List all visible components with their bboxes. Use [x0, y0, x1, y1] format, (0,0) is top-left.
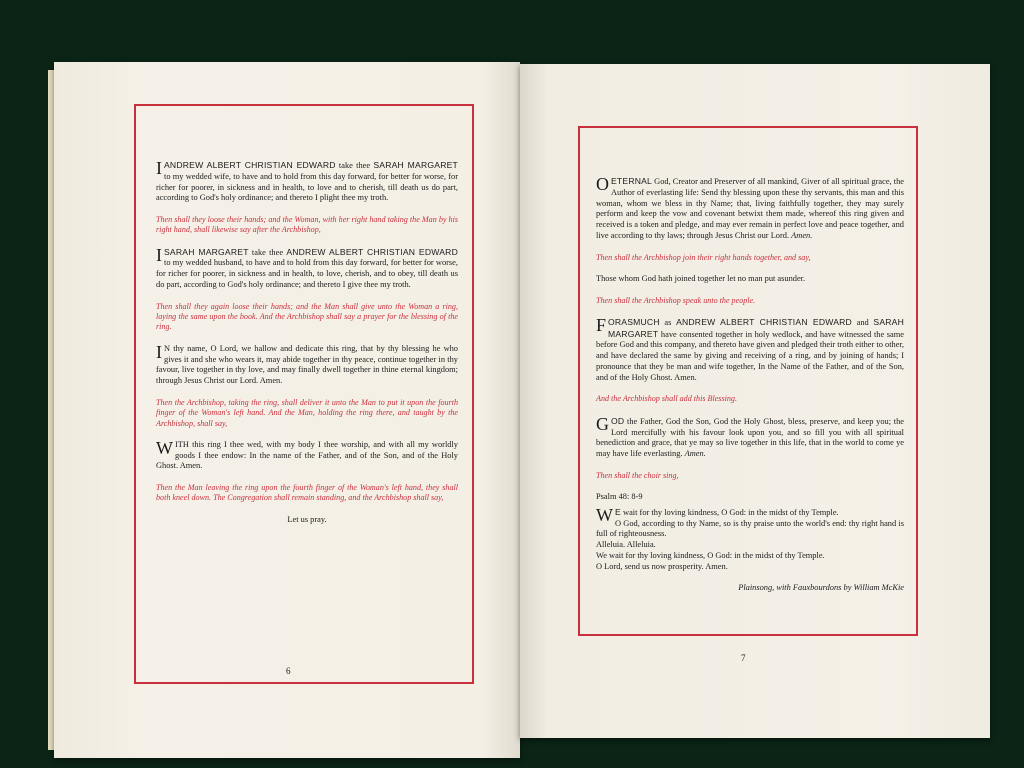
vow-woman [156, 244, 458, 291]
groom-name: ANDREW ALBERT CHRISTIAN EDWARD [286, 246, 458, 257]
rubric: Then shall the Archbishop speak unto the people. [596, 295, 756, 305]
dropcap: I [156, 341, 162, 362]
psalm-text [596, 504, 904, 573]
left-page [54, 62, 520, 758]
dropcap: W [596, 504, 613, 525]
psalm-verse: O God, according to thy Name, so is thy praise unto the world's end: thy right hand is full of righteousness. [596, 518, 904, 539]
lead-in: ORASMUCH [608, 316, 660, 327]
psalm-reference: Psalm 48: 8-9 [596, 492, 643, 502]
joined-together: Those whom God hath joined together let no man put asunder. [596, 273, 806, 283]
psalm-verse: Alleluia. Alleluia. [596, 540, 656, 550]
psalm-verse [596, 504, 904, 525]
rubric: Then shall they loose their hands; and the Woman, with her right hand taking the Man by his right hand, shall likewise say after the Archbishop, [156, 215, 458, 235]
bride-name: SARAH MARGARET [373, 160, 458, 170]
pronouncement-text: as [659, 317, 677, 327]
rubric: Then the Man leaving the ring upon the fourth finger of the Woman's left hand, they shall both kneel down. The Congregation shall remain standing, and the Archbishop shall say, [156, 483, 458, 503]
bride-name: SARAH MARGARET [164, 246, 249, 257]
lead-in: OD [611, 415, 625, 426]
right-page-border [578, 126, 918, 636]
right-page-content [580, 128, 916, 594]
pronouncement [596, 314, 904, 384]
rubric: Then the Archbishop, taking the ring, shall deliver it unto the Man to put it upon the fourth finger of the Woman's left hand. And the Man, holding the ring there, and taught by the Archbishop, shall say, [156, 397, 458, 428]
amen: Amen. [791, 230, 813, 240]
page-number: 6 [286, 666, 291, 676]
dropcap: F [596, 314, 607, 335]
rubric: Then shall the choir sing, [596, 470, 679, 480]
psalm-verse: We wait for thy loving kindness, O God: in the midst of thy Temple. [596, 550, 825, 560]
groom-name: ANDREW ALBERT CHRISTIAN EDWARD [164, 160, 336, 170]
page-number: 7 [741, 653, 746, 663]
rubric: And the Archbishop shall add this Blessing. [596, 394, 737, 404]
left-page-content [136, 106, 472, 526]
dropcap: O [596, 174, 609, 194]
blessing [596, 413, 904, 460]
amen: Amen. [684, 449, 706, 459]
lead-in: E [615, 506, 621, 517]
music-credit: Plainsong, with Fauxbourdons by William McKie [738, 583, 904, 593]
pronouncement-text: have consented together in holy wedlock, and have witnessed the same before God and this company, and thereto have given and pledged their troth either to other, and have declared the same by giving and receiving of a ring, and by joining of hands; I pronounce that they be man and wife together, In the Name of the Father, and of the Son, and of the Holy Ghost. Amen. [596, 329, 904, 382]
vow-man [156, 160, 458, 204]
prayer-text: God, Creator and Preserver of all mankind, Giver of all spiritual grace, the Author of everlasting life: Send thy blessing upon these thy servants, this man and this woman, whom we bless in thy Name; that, living faithfully together, they may surely perform and keep the vow and covenant betwixt them made, whereof this ring given and received is a token and pledge, and may ever remain in perfect love and peace together, and live according to thy laws; through Jesus Christ our Lord. [596, 177, 904, 240]
lead-in: ETERNAL [611, 176, 653, 186]
ring-blessing [156, 341, 458, 387]
psalm-verse: O Lord, send us now prosperity. Amen. [596, 561, 728, 571]
rubric: Then shall they again loose their hands; and the Man shall give unto the Woman a ring, laying the same upon the book. And the Archbishop shall say a prayer for the blessing of the ring. [156, 301, 458, 332]
eternal-god-prayer [596, 176, 904, 242]
vow-text: take thee [248, 247, 287, 257]
vow-text: take thee [335, 161, 374, 170]
dropcap: G [596, 413, 609, 434]
dropcap: W [156, 437, 173, 458]
ring-vow [156, 437, 458, 472]
pronouncement-text: and [851, 317, 874, 327]
psalm-line: wait for thy loving kindness, O God: in the midst of thy Temple. [620, 507, 839, 517]
let-us-pray: Let us pray. [287, 514, 327, 524]
lead-in: ITH [175, 439, 189, 449]
vow-text: to my wedded wife, to have and to hold from this day forward, for better for worse, for richer for poorer, in sickness and in health, to love and to cherish, till death us do part, according to God's holy ordinance; and thereto I plight thee my troth. [156, 171, 458, 203]
vow-text: to my wedded husband, to have and to hold from this day forward, for better for worse, for richer for poorer, in sickness and in health, to love, cherish, and to obey, till death us do part, according to God's holy ordinance; and thereto I give thee my troth. [156, 258, 458, 289]
bride-name: SARAH MARGARET [608, 316, 904, 339]
blessing-text: the Father, God the Son, God the Holy Ghost, bless, preserve, and keep you; the Lord mercifully with his favour look upon you, and so fill you with all spiritual benediction and grace, that ye may so live together in this life, that in the world to come ye may have life everlasting. [596, 416, 904, 459]
prayer-text: thy name, O Lord, we hallow and dedicate this ring, that by thy blessing he who gives it and she who wears it, may abide together in thy peace, continue together in thy favour, live together in thy love, and may finally dwell together in thine eternal kingdom; through Jesus Christ our Lord. Amen. [156, 343, 458, 386]
dropcap: I [156, 244, 162, 265]
left-page-border [134, 104, 474, 684]
lead-in: N [164, 343, 171, 353]
dropcap: I [156, 158, 162, 178]
rubric: Then shall the Archbishop join their right hands together, and say, [596, 252, 811, 262]
vow-text: this ring I thee wed, with my body I thee worship, and with all my worldly goods I thee endow: In the name of the Father, and of the Son, and of the Holy Ghost. Amen. [156, 439, 458, 471]
right-page [520, 64, 990, 738]
groom-name: ANDREW ALBERT CHRISTIAN EDWARD [676, 316, 852, 327]
